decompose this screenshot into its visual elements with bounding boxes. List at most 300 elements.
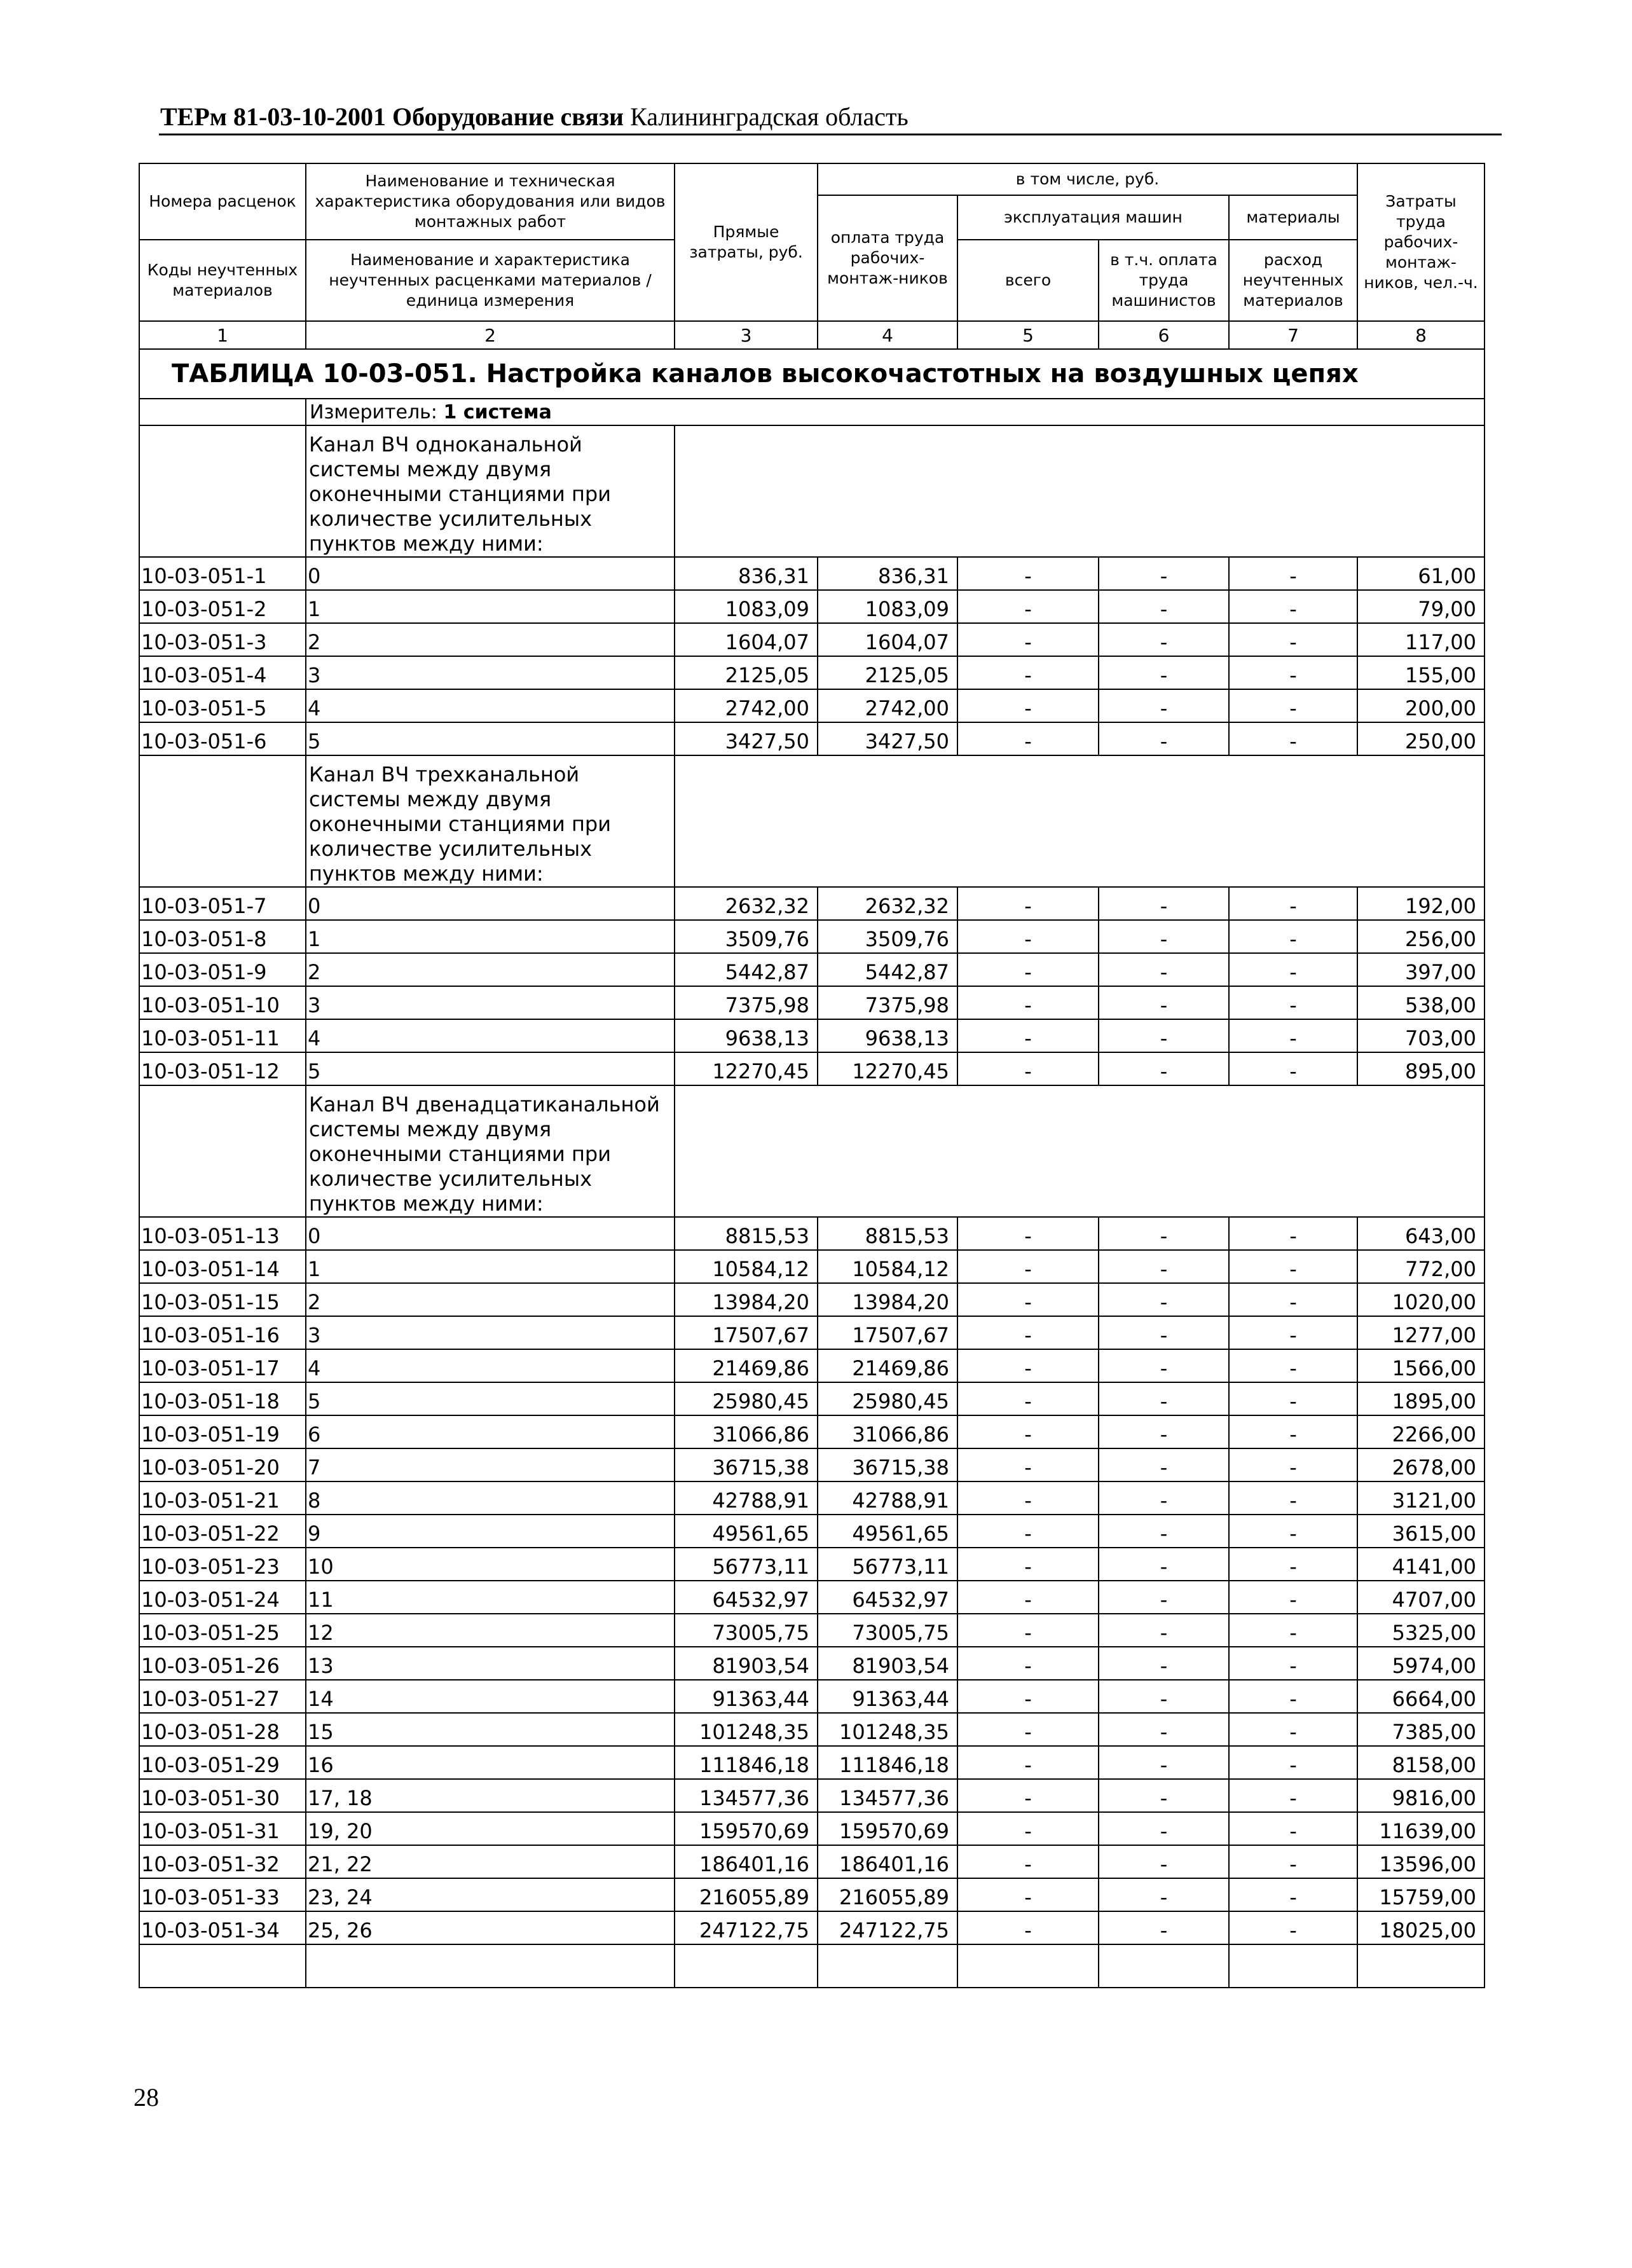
column-number: 8	[1357, 321, 1485, 349]
table-row	[139, 1581, 1485, 1614]
rate-code: 10-03-051-20	[139, 1448, 306, 1481]
labor-cost: 13984,20	[818, 1283, 957, 1316]
amplifier-count: 11	[306, 1581, 675, 1614]
rate-code: 10-03-051-33	[139, 1878, 306, 1911]
machine-operator-cost: -	[1099, 953, 1229, 986]
column-numbers-row	[139, 321, 1485, 349]
materials-consumption: -	[1229, 1250, 1357, 1283]
rate-code: 10-03-051-11	[139, 1019, 306, 1052]
labor-cost: 12270,45	[818, 1052, 957, 1085]
group-head-machines: эксплуатация машин	[957, 195, 1229, 240]
amplifier-count: 2	[306, 953, 675, 986]
direct-cost: 36715,38	[675, 1448, 818, 1481]
amplifier-count: 14	[306, 1680, 675, 1713]
labor-hours: 895,00	[1357, 1052, 1485, 1085]
rate-code: 10-03-051-15	[139, 1283, 306, 1316]
materials-consumption: -	[1229, 689, 1357, 722]
section-description-row	[139, 1085, 1485, 1217]
amplifier-count: 15	[306, 1713, 675, 1746]
machine-cost-total: -	[957, 1515, 1099, 1548]
direct-cost: 12270,45	[675, 1052, 818, 1085]
materials-consumption: -	[1229, 1217, 1357, 1250]
machine-operator-cost: -	[1099, 1845, 1229, 1878]
machine-cost-total: -	[957, 1713, 1099, 1746]
machine-cost-total: -	[957, 1746, 1099, 1779]
machine-operator-cost: -	[1099, 1316, 1229, 1349]
amplifier-count: 10	[306, 1548, 675, 1581]
blank-cell	[675, 1944, 818, 1988]
machine-cost-total: -	[957, 1349, 1099, 1382]
labor-hours: 4141,00	[1357, 1548, 1485, 1581]
rates-table-container	[139, 163, 1485, 1988]
machine-cost-total: -	[957, 1217, 1099, 1250]
labor-hours: 9816,00	[1357, 1779, 1485, 1812]
rate-code: 10-03-051-17	[139, 1349, 306, 1382]
amplifier-count: 9	[306, 1515, 675, 1548]
rate-code: 10-03-051-29	[139, 1746, 306, 1779]
machine-cost-total: -	[957, 1382, 1099, 1415]
direct-cost: 3509,76	[675, 920, 818, 953]
rate-code: 10-03-051-3	[139, 623, 306, 656]
labor-hours: 8158,00	[1357, 1746, 1485, 1779]
machine-operator-cost: -	[1099, 1779, 1229, 1812]
labor-cost: 73005,75	[818, 1614, 957, 1647]
labor-hours: 5974,00	[1357, 1647, 1485, 1680]
materials-consumption: -	[1229, 1019, 1357, 1052]
labor-cost: 10584,12	[818, 1250, 957, 1283]
rate-code: 10-03-051-28	[139, 1713, 306, 1746]
machine-cost-total: -	[957, 1548, 1099, 1581]
column-number: 7	[1229, 321, 1357, 349]
labor-cost: 42788,91	[818, 1481, 957, 1515]
labor-hours: 61,00	[1357, 557, 1485, 590]
direct-cost: 2632,32	[675, 887, 818, 920]
machine-cost-total: -	[957, 1680, 1099, 1713]
rate-code: 10-03-051-9	[139, 953, 306, 986]
machine-cost-total: -	[957, 1316, 1099, 1349]
blank-cell	[139, 1944, 306, 1988]
labor-cost: 247122,75	[818, 1911, 957, 1944]
amplifier-count: 16	[306, 1746, 675, 1779]
labor-hours: 1895,00	[1357, 1382, 1485, 1415]
materials-consumption: -	[1229, 1415, 1357, 1448]
table-row	[139, 887, 1485, 920]
labor-hours: 3615,00	[1357, 1515, 1485, 1548]
measure-label: Измеритель:	[310, 401, 437, 423]
labor-cost: 5442,87	[818, 953, 957, 986]
labor-cost: 25980,45	[818, 1382, 957, 1415]
machine-cost-total: -	[957, 1283, 1099, 1316]
rate-code: 10-03-051-8	[139, 920, 306, 953]
machine-operator-cost: -	[1099, 1415, 1229, 1448]
direct-cost: 31066,86	[675, 1415, 818, 1448]
table-row	[139, 1779, 1485, 1812]
labor-cost: 49561,65	[818, 1515, 957, 1548]
machine-operator-cost: -	[1099, 1614, 1229, 1647]
rate-code: 10-03-051-30	[139, 1779, 306, 1812]
materials-consumption: -	[1229, 1812, 1357, 1845]
direct-cost: 64532,97	[675, 1581, 818, 1614]
amplifier-count: 8	[306, 1481, 675, 1515]
machine-cost-total: -	[957, 1415, 1099, 1448]
materials-consumption: -	[1229, 656, 1357, 689]
labor-cost: 81903,54	[818, 1647, 957, 1680]
column-number: 3	[675, 321, 818, 349]
rate-code: 10-03-051-2	[139, 590, 306, 623]
labor-cost: 91363,44	[818, 1680, 957, 1713]
table-row	[139, 656, 1485, 689]
direct-cost: 8815,53	[675, 1217, 818, 1250]
column-number: 2	[306, 321, 675, 349]
col6-head: в т.ч. оплата труда машинистов	[1099, 240, 1229, 321]
materials-consumption: -	[1229, 1382, 1357, 1415]
labor-hours: 200,00	[1357, 689, 1485, 722]
rate-code: 10-03-051-19	[139, 1415, 306, 1448]
table-row	[139, 1878, 1485, 1911]
machine-cost-total: -	[957, 623, 1099, 656]
machine-operator-cost: -	[1099, 1812, 1229, 1845]
table-row	[139, 722, 1485, 755]
labor-cost: 1604,07	[818, 623, 957, 656]
materials-consumption: -	[1229, 1911, 1357, 1944]
materials-consumption: -	[1229, 1581, 1357, 1614]
amplifier-count: 19, 20	[306, 1812, 675, 1845]
rates-table	[139, 163, 1485, 1988]
labor-cost: 21469,86	[818, 1349, 957, 1382]
machine-cost-total: -	[957, 722, 1099, 755]
rate-code: 10-03-051-12	[139, 1052, 306, 1085]
section-description: Канал ВЧ одноканальной системы между двумя оконечными станциями при количестве усилительных пунктов между ними:	[306, 425, 675, 557]
labor-hours: 79,00	[1357, 590, 1485, 623]
labor-hours: 6664,00	[1357, 1680, 1485, 1713]
amplifier-count: 4	[306, 689, 675, 722]
table-row	[139, 1250, 1485, 1283]
materials-consumption: -	[1229, 1052, 1357, 1085]
amplifier-count: 3	[306, 986, 675, 1019]
machine-cost-total: -	[957, 1614, 1099, 1647]
machine-operator-cost: -	[1099, 1911, 1229, 1944]
table-row	[139, 920, 1485, 953]
rate-code: 10-03-051-34	[139, 1911, 306, 1944]
table-row	[139, 1316, 1485, 1349]
materials-consumption: -	[1229, 1680, 1357, 1713]
machine-cost-total: -	[957, 1779, 1099, 1812]
labor-hours: 1566,00	[1357, 1349, 1485, 1382]
machine-operator-cost: -	[1099, 1217, 1229, 1250]
direct-cost: 1083,09	[675, 590, 818, 623]
labor-hours: 703,00	[1357, 1019, 1485, 1052]
labor-hours: 2266,00	[1357, 1415, 1485, 1448]
machine-operator-cost: -	[1099, 1283, 1229, 1316]
labor-cost: 111846,18	[818, 1746, 957, 1779]
rate-code: 10-03-051-18	[139, 1382, 306, 1415]
machine-cost-total: -	[957, 1878, 1099, 1911]
materials-consumption: -	[1229, 1647, 1357, 1680]
col1-head-top: Номера расценок	[139, 163, 306, 240]
amplifier-count: 4	[306, 1019, 675, 1052]
direct-cost: 56773,11	[675, 1548, 818, 1581]
header-rule	[159, 134, 1502, 135]
direct-cost: 5442,87	[675, 953, 818, 986]
table-row	[139, 986, 1485, 1019]
table-row	[139, 1481, 1485, 1515]
machine-operator-cost: -	[1099, 920, 1229, 953]
materials-consumption: -	[1229, 1349, 1357, 1382]
table-row	[139, 1515, 1485, 1548]
rate-code: 10-03-051-25	[139, 1614, 306, 1647]
table-title: ТАБЛИЦА 10-03-051. Настройка каналов высокочастотных на воздушных цепях	[139, 349, 1485, 399]
materials-consumption: -	[1229, 1713, 1357, 1746]
direct-cost: 81903,54	[675, 1647, 818, 1680]
table-row	[139, 1052, 1485, 1085]
col2-head-top: Наименование и техническая характеристика оборудования или видов монтажных работ	[306, 163, 675, 240]
direct-cost: 111846,18	[675, 1746, 818, 1779]
labor-cost: 1083,09	[818, 590, 957, 623]
direct-cost: 49561,65	[675, 1515, 818, 1548]
col4-head: оплата труда рабочих-монтаж-ников	[818, 195, 957, 321]
labor-cost: 64532,97	[818, 1581, 957, 1614]
amplifier-count: 12	[306, 1614, 675, 1647]
table-row	[139, 1647, 1485, 1680]
machine-operator-cost: -	[1099, 1515, 1229, 1548]
direct-cost: 9638,13	[675, 1019, 818, 1052]
amplifier-count: 4	[306, 1349, 675, 1382]
section-blank	[675, 1085, 1485, 1217]
rate-code: 10-03-051-1	[139, 557, 306, 590]
machine-cost-total: -	[957, 1448, 1099, 1481]
labor-hours: 643,00	[1357, 1217, 1485, 1250]
machine-operator-cost: -	[1099, 1448, 1229, 1481]
machine-operator-cost: -	[1099, 1349, 1229, 1382]
materials-consumption: -	[1229, 1515, 1357, 1548]
blank-cell	[1357, 1944, 1485, 1988]
labor-cost: 2742,00	[818, 689, 957, 722]
materials-consumption: -	[1229, 623, 1357, 656]
machine-operator-cost: -	[1099, 1680, 1229, 1713]
machine-operator-cost: -	[1099, 1878, 1229, 1911]
rate-code: 10-03-051-4	[139, 656, 306, 689]
table-row	[139, 1019, 1485, 1052]
column-number: 1	[139, 321, 306, 349]
machine-cost-total: -	[957, 1911, 1099, 1944]
measure-spacer	[139, 399, 306, 425]
labor-hours: 772,00	[1357, 1250, 1485, 1283]
direct-cost: 216055,89	[675, 1878, 818, 1911]
direct-cost: 25980,45	[675, 1382, 818, 1415]
rate-code: 10-03-051-14	[139, 1250, 306, 1283]
machine-operator-cost: -	[1099, 887, 1229, 920]
materials-consumption: -	[1229, 920, 1357, 953]
rates-table-body	[139, 163, 1485, 1988]
rate-code: 10-03-051-31	[139, 1812, 306, 1845]
direct-cost: 7375,98	[675, 986, 818, 1019]
amplifier-count: 3	[306, 1316, 675, 1349]
machine-operator-cost: -	[1099, 590, 1229, 623]
group-head-materials: материалы	[1229, 195, 1357, 240]
section-blank	[675, 755, 1485, 887]
machine-operator-cost: -	[1099, 1713, 1229, 1746]
table-row	[139, 1415, 1485, 1448]
materials-consumption: -	[1229, 557, 1357, 590]
materials-consumption: -	[1229, 1845, 1357, 1878]
rate-code: 10-03-051-24	[139, 1581, 306, 1614]
amplifier-count: 5	[306, 1382, 675, 1415]
machine-cost-total: -	[957, 887, 1099, 920]
direct-cost: 836,31	[675, 557, 818, 590]
labor-hours: 1020,00	[1357, 1283, 1485, 1316]
column-number: 6	[1099, 321, 1229, 349]
labor-cost: 36715,38	[818, 1448, 957, 1481]
group-head-including: в том числе, руб.	[818, 163, 1357, 195]
machine-operator-cost: -	[1099, 623, 1229, 656]
section-spacer	[139, 425, 306, 557]
machine-operator-cost: -	[1099, 722, 1229, 755]
materials-consumption: -	[1229, 1548, 1357, 1581]
machine-operator-cost: -	[1099, 689, 1229, 722]
table-row	[139, 1746, 1485, 1779]
rate-code: 10-03-051-13	[139, 1217, 306, 1250]
table-row	[139, 1548, 1485, 1581]
amplifier-count: 13	[306, 1647, 675, 1680]
materials-consumption: -	[1229, 1614, 1357, 1647]
amplifier-count: 2	[306, 1283, 675, 1316]
rate-code: 10-03-051-27	[139, 1680, 306, 1713]
direct-cost: 13984,20	[675, 1283, 818, 1316]
direct-cost: 2742,00	[675, 689, 818, 722]
table-row	[139, 1217, 1485, 1250]
document-header	[160, 102, 909, 132]
blank-cell	[306, 1944, 675, 1988]
materials-consumption: -	[1229, 1878, 1357, 1911]
labor-cost: 7375,98	[818, 986, 957, 1019]
amplifier-count: 5	[306, 1052, 675, 1085]
col8-head: Затраты труда рабочих-монтаж-ников, чел.-ч.	[1357, 163, 1485, 321]
machine-cost-total: -	[957, 1845, 1099, 1878]
materials-consumption: -	[1229, 887, 1357, 920]
labor-hours: 538,00	[1357, 986, 1485, 1019]
materials-consumption: -	[1229, 1448, 1357, 1481]
table-title-row	[139, 349, 1485, 399]
labor-hours: 5325,00	[1357, 1614, 1485, 1647]
direct-cost: 247122,75	[675, 1911, 818, 1944]
table-row	[139, 689, 1485, 722]
machine-operator-cost: -	[1099, 1548, 1229, 1581]
labor-hours: 250,00	[1357, 722, 1485, 755]
column-number: 4	[818, 321, 957, 349]
labor-cost: 134577,36	[818, 1779, 957, 1812]
section-description: Канал ВЧ трехканальной системы между двумя оконечными станциями при количестве усилительных пунктов между ними:	[306, 755, 675, 887]
materials-consumption: -	[1229, 953, 1357, 986]
machine-cost-total: -	[957, 1052, 1099, 1085]
labor-cost: 836,31	[818, 557, 957, 590]
section-spacer	[139, 755, 306, 887]
labor-cost: 31066,86	[818, 1415, 957, 1448]
page-number: 28	[134, 2083, 159, 2112]
measure-row	[139, 399, 1485, 425]
measure-value: 1 система	[443, 401, 552, 423]
header-title-region: Калининградская область	[630, 102, 909, 131]
table-row	[139, 953, 1485, 986]
direct-cost: 1604,07	[675, 623, 818, 656]
machine-cost-total: -	[957, 1581, 1099, 1614]
machine-cost-total: -	[957, 1647, 1099, 1680]
table-row	[139, 557, 1485, 590]
blank-cell	[1229, 1944, 1357, 1988]
machine-cost-total: -	[957, 1812, 1099, 1845]
machine-operator-cost: -	[1099, 986, 1229, 1019]
labor-cost: 3427,50	[818, 722, 957, 755]
amplifier-count: 2	[306, 623, 675, 656]
amplifier-count: 1	[306, 1250, 675, 1283]
table-row	[139, 1845, 1485, 1878]
machine-operator-cost: -	[1099, 1746, 1229, 1779]
machine-cost-total: -	[957, 953, 1099, 986]
machine-operator-cost: -	[1099, 1581, 1229, 1614]
labor-hours: 117,00	[1357, 623, 1485, 656]
rate-code: 10-03-051-22	[139, 1515, 306, 1548]
amplifier-count: 21, 22	[306, 1845, 675, 1878]
amplifier-count: 23, 24	[306, 1878, 675, 1911]
labor-hours: 3121,00	[1357, 1481, 1485, 1515]
labor-cost: 216055,89	[818, 1878, 957, 1911]
labor-cost: 2125,05	[818, 656, 957, 689]
rate-code: 10-03-051-32	[139, 1845, 306, 1878]
col2-head-bottom: Наименование и характеристика неучтенных расценками материалов / единица измерения	[306, 240, 675, 321]
amplifier-count: 0	[306, 557, 675, 590]
materials-consumption: -	[1229, 1316, 1357, 1349]
table-row	[139, 1283, 1485, 1316]
labor-cost: 9638,13	[818, 1019, 957, 1052]
direct-cost: 42788,91	[675, 1481, 818, 1515]
section-spacer	[139, 1085, 306, 1217]
machine-operator-cost: -	[1099, 1382, 1229, 1415]
labor-hours: 155,00	[1357, 656, 1485, 689]
labor-hours: 256,00	[1357, 920, 1485, 953]
machine-operator-cost: -	[1099, 557, 1229, 590]
machine-cost-total: -	[957, 557, 1099, 590]
labor-hours: 7385,00	[1357, 1713, 1485, 1746]
table-row	[139, 1349, 1485, 1382]
machine-operator-cost: -	[1099, 1481, 1229, 1515]
labor-cost: 159570,69	[818, 1812, 957, 1845]
materials-consumption: -	[1229, 1779, 1357, 1812]
machine-cost-total: -	[957, 920, 1099, 953]
table-row	[139, 1382, 1485, 1415]
measure-unit	[306, 399, 1485, 425]
col7-head: расход неучтенных материалов	[1229, 240, 1357, 321]
machine-operator-cost: -	[1099, 1019, 1229, 1052]
machine-cost-total: -	[957, 1019, 1099, 1052]
col3-head: Прямые затраты, руб.	[675, 163, 818, 321]
machine-operator-cost: -	[1099, 1647, 1229, 1680]
direct-cost: 101248,35	[675, 1713, 818, 1746]
blank-cell	[1099, 1944, 1229, 1988]
amplifier-count: 3	[306, 656, 675, 689]
direct-cost: 134577,36	[675, 1779, 818, 1812]
direct-cost: 21469,86	[675, 1349, 818, 1382]
blank-cell	[957, 1944, 1099, 1988]
amplifier-count: 1	[306, 590, 675, 623]
amplifier-count: 25, 26	[306, 1911, 675, 1944]
amplifier-count: 5	[306, 722, 675, 755]
machine-cost-total: -	[957, 1250, 1099, 1283]
labor-hours: 397,00	[1357, 953, 1485, 986]
labor-cost: 8815,53	[818, 1217, 957, 1250]
labor-hours: 11639,00	[1357, 1812, 1485, 1845]
materials-consumption: -	[1229, 1283, 1357, 1316]
direct-cost: 159570,69	[675, 1812, 818, 1845]
labor-cost: 101248,35	[818, 1713, 957, 1746]
